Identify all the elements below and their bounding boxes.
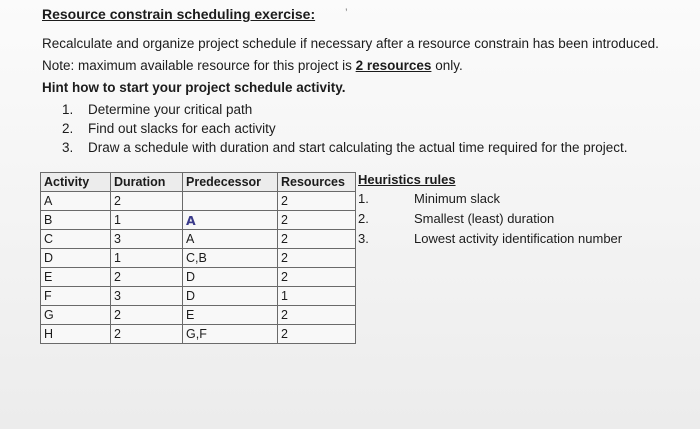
rule-text: Minimum slack [414, 191, 500, 206]
cell-resources: 2 [278, 249, 356, 268]
step-text: Draw a schedule with duration and start calculating the actual time required for the project. [88, 140, 628, 155]
activity-table [40, 172, 356, 344]
header-duration: Duration [111, 173, 183, 192]
cell-activity: F [41, 287, 111, 306]
stray-mark: ’ [345, 6, 348, 20]
cell-resources: 2 [278, 230, 356, 249]
note-suffix: only. [431, 58, 463, 73]
rule-text: Lowest activity identification number [414, 231, 623, 246]
rule-number: 3. [358, 231, 369, 246]
table-row [41, 211, 356, 230]
table-row [41, 268, 356, 287]
cell-resources: 2 [278, 268, 356, 287]
rule-number: 1. [358, 191, 369, 206]
cell-duration: 1 [111, 249, 183, 268]
cell-predecessor: G,F [183, 325, 278, 344]
step-item [62, 138, 628, 157]
cell-activity: E [41, 268, 111, 287]
heuristic-rule [358, 209, 622, 229]
table-row [41, 306, 356, 325]
cell-resources: 2 [278, 211, 356, 230]
step-text: Determine your critical path [88, 102, 253, 117]
header-activity: Activity [41, 173, 111, 192]
table-row [41, 192, 356, 211]
cell-resources: 2 [278, 306, 356, 325]
cell-resources: 1 [278, 287, 356, 306]
cell-activity: A [41, 192, 111, 211]
table-row [41, 249, 356, 268]
steps-list [62, 100, 628, 157]
heuristics-panel [358, 172, 622, 249]
page-title: Resource constrain scheduling exercise: [42, 6, 316, 22]
cell-predecessor: D [183, 287, 278, 306]
cell-resources: 2 [278, 192, 356, 211]
cell-activity: B [41, 211, 111, 230]
heuristic-rule [358, 189, 622, 209]
cell-activity: D [41, 249, 111, 268]
cell-predecessor: A [183, 211, 278, 230]
header-predecessor: Predecessor [183, 173, 278, 192]
heuristic-rule [358, 229, 622, 249]
step-item [62, 100, 628, 119]
cell-activity: C [41, 230, 111, 249]
cell-duration: 2 [111, 192, 183, 211]
cell-duration: 3 [111, 287, 183, 306]
table-row [41, 325, 356, 344]
header-resources: Resources [278, 173, 356, 192]
step-text: Find out slacks for each activity [88, 121, 276, 136]
table-row [41, 287, 356, 306]
cell-resources: 2 [278, 325, 356, 344]
step-number: 1. [62, 102, 74, 117]
step-number: 3. [62, 140, 74, 155]
rule-number: 2. [358, 211, 369, 226]
note-text [42, 58, 463, 73]
rule-text: Smallest (least) duration [414, 211, 555, 226]
note-emphasis: 2 resources [355, 58, 432, 73]
note-prefix: Note: maximum available resource for this project is [42, 58, 356, 73]
intro-text: Recalculate and organize project schedule if necessary after a resource constrain has been introduced. [42, 36, 659, 51]
cell-activity: G [41, 306, 111, 325]
cell-predecessor: C,B [183, 249, 278, 268]
cell-duration: 2 [111, 325, 183, 344]
cell-duration: 3 [111, 230, 183, 249]
table-header-row [41, 173, 356, 192]
cell-predecessor: E [183, 306, 278, 325]
cell-duration: 2 [111, 268, 183, 287]
heuristics-title: Heuristics rules [358, 172, 456, 187]
cell-activity: H [41, 325, 111, 344]
table-row [41, 230, 356, 249]
cell-duration: 1 [111, 211, 183, 230]
hint-heading: Hint how to start your project schedule activity. [42, 80, 346, 95]
cell-predecessor [183, 192, 278, 211]
cell-predecessor: A [183, 230, 278, 249]
step-item [62, 119, 628, 138]
cell-duration: 2 [111, 306, 183, 325]
step-number: 2. [62, 121, 74, 136]
cell-predecessor: D [183, 268, 278, 287]
